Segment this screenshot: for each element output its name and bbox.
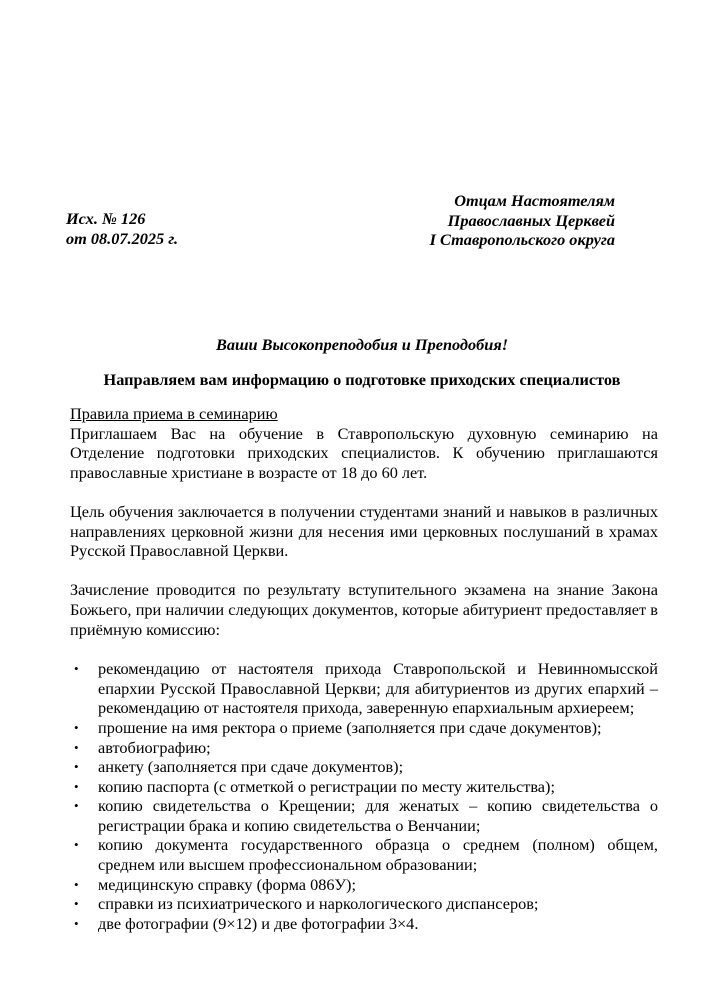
list-item-text: автобиографию; [98,737,211,757]
addressee-block [430,191,615,250]
bullet-icon: • [74,876,79,892]
bullet-icon: • [74,759,79,775]
list-item [70,718,658,738]
bullet-icon: • [74,661,79,677]
list-item-text: две фотографии (9×12) и две фотографии 3×4. [98,913,419,933]
outgoing-reference [66,209,178,248]
addressee-line: Отцам Настоятелям [454,191,615,210]
list-item-text: справки из психиатрического и наркологического диспансеров; [98,894,539,914]
letter-body [70,404,658,933]
bullet-icon: • [74,739,79,755]
list-item [70,835,658,874]
bullet-icon: • [74,778,79,794]
addressee-line: Православных Церквей [447,210,615,230]
section-heading: Правила приема в семинарию [70,404,278,423]
bullet-icon: • [74,719,79,735]
list-item-text: копию паспорта (с отметкой о регистрации по месту жительства); [98,776,555,796]
bullet-icon: • [74,915,79,931]
bullet-icon: • [74,896,79,912]
required-documents-list [70,659,658,933]
addressee-line: I Ставропольского округа [429,230,615,250]
list-item [70,796,658,835]
list-item [70,914,658,934]
list-item-text: анкету (заполняется при сдаче документов); [98,757,404,777]
paragraph-invitation: Приглашаем Вас на обучение в Ставропольскую духовную семинарию на Отделение подготовки приходских специалистов. К обучению приглашаются православные христиане в возрасте от 18 до 60 лет. [70,423,658,482]
outgoing-number: Исх. № 126 [66,209,146,228]
list-item-text: прошение на имя ректора о приеме (заполняется при сдаче документов); [98,717,602,737]
outgoing-date: от 08.07.2025 г. [66,228,179,248]
list-item [70,777,658,797]
bullet-icon: • [74,837,79,853]
bullet-icon: • [74,798,79,814]
paragraph-purpose: Цель обучения заключается в получении студентами знаний и навыков в различных направлениях церковной жизни для несения ими церковных послушаний в храмах Русской Православной Церкви. [70,501,658,561]
list-item-text: медицинскую справку (форма 086У); [98,874,357,894]
letter-subject: Направляем вам информацию о подготовке приходских специалистов [103,370,621,389]
paragraph-enrollment: Зачисление проводится по результату вступительного экзамена на знание Закона Божьего, при наличии следующих документов, которые абитуриент предоставляет в приёмную комиссию: [70,580,658,639]
list-item [70,894,658,914]
list-item [70,659,658,718]
list-item-text: копию документа государственного образца о среднем (полном) общем, среднем или высшем профессиональном образовании; [98,835,658,875]
list-item-text: рекомендацию от настоятеля прихода Ставропольской и Невинномысской епархии Русской Православной Церкви; для абитуриентов из других епархий – рекомендацию от настоятеля прихода, заверенную епархиальным архиереем; [98,659,658,718]
list-item [70,757,658,777]
list-item-text: копию свидетельства о Крещении; для женатых – копию свидетельства о регистрации брака и копию свидетельства о Венчании; [98,796,658,835]
list-item [70,875,658,895]
list-item [70,738,658,758]
greeting: Ваши Высокопреподобия и Преподобия! [215,335,509,354]
